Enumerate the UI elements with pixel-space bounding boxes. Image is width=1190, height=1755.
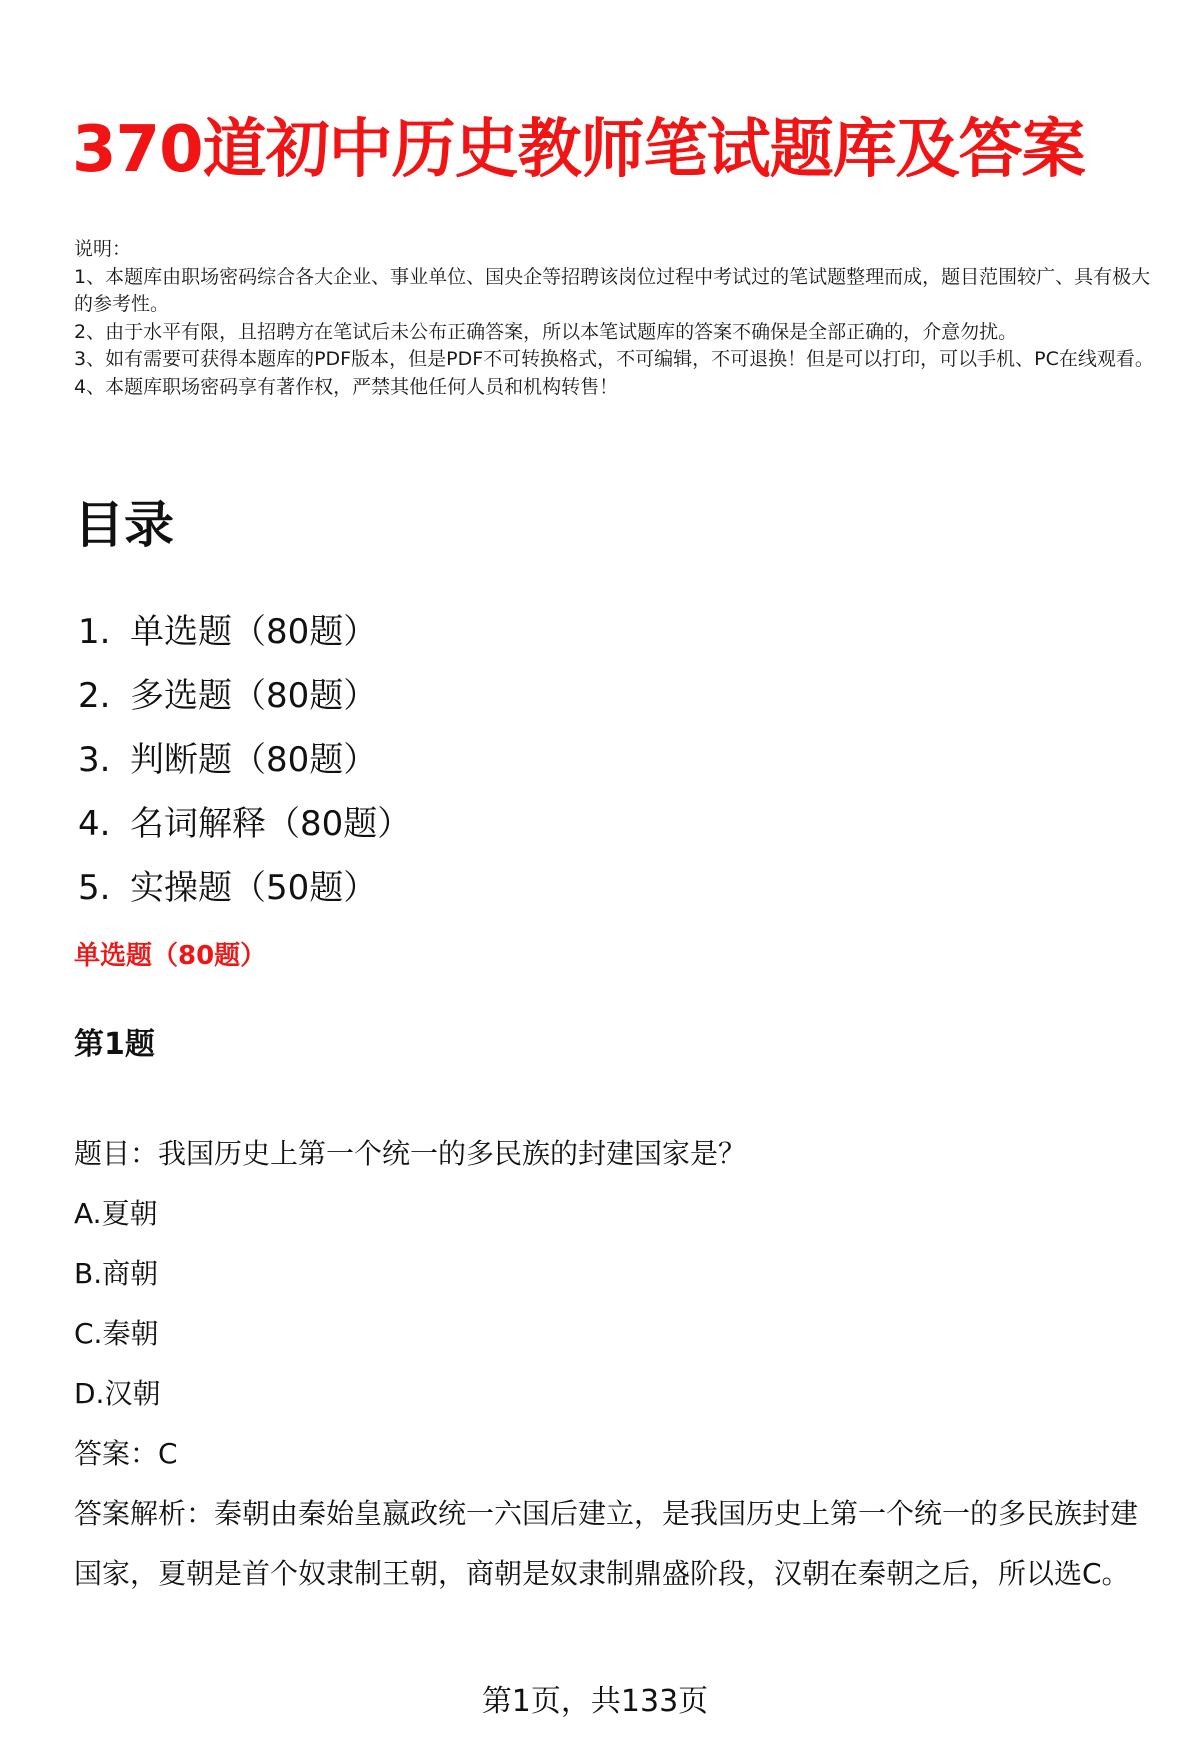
toc-item-number: 5.	[78, 868, 111, 908]
question-body	[74, 1124, 1164, 1604]
question-option: D.汉朝	[74, 1377, 161, 1410]
question-option: B.商朝	[74, 1257, 159, 1290]
table-of-contents	[78, 600, 411, 920]
toc-item-number: 1.	[78, 612, 111, 652]
toc-item[interactable]	[78, 664, 411, 728]
question-option: A.夏朝	[74, 1197, 158, 1230]
toc-item-label: 名词解释（80题）	[130, 804, 412, 844]
toc-item[interactable]	[78, 600, 411, 664]
page-footer: 第1页，共133页	[481, 1684, 709, 1719]
toc-item[interactable]	[78, 728, 411, 792]
question-option: C.秦朝	[74, 1317, 159, 1350]
toc-heading: 目录	[74, 496, 174, 554]
note-item: 3、如有需要可获得本题库的PDF版本，但是PDF不可转换格式，不可编辑，不可退换！但是可以打印，可以手机、PC在线观看。	[74, 348, 1154, 370]
toc-item-number: 2.	[78, 676, 111, 716]
note-item: 2、由于水平有限，且招聘方在笔试后未公布正确答案，所以本笔试题库的答案不确保是全部正确的，介意勿扰。	[74, 320, 1018, 343]
toc-item[interactable]	[78, 792, 411, 856]
toc-item-label: 判断题（80题）	[130, 740, 378, 780]
toc-item-number: 4.	[78, 804, 111, 844]
toc-item-label: 实操题（50题）	[130, 868, 378, 908]
notes-label: 说明：	[74, 238, 132, 260]
section-title: 单选题（80题）	[74, 941, 267, 971]
toc-item-label: 多选题（80题）	[130, 676, 378, 716]
question-heading: 第1题	[74, 1027, 155, 1062]
toc-item-label: 单选题（80题）	[130, 612, 378, 652]
document-title: 370道初中历史教师笔试题库及答案	[72, 113, 1085, 187]
note-item: 1、本题库由职场密码综合各大企业、事业单位、国央企等招聘该岗位过程中考试过的笔试题整理而成，题目范围较广、具有极大的参考性。	[74, 265, 1151, 315]
note-item: 4、本题库职场密码享有著作权，严禁其他任何人员和机构转售！	[74, 375, 619, 398]
question-answer: 答案：C	[74, 1437, 178, 1470]
question-explanation: 答案解析：秦朝由秦始皇嬴政统一六国后建立，是我国历史上第一个统一的多民族封建国家，夏朝是首个奴隶制王朝，商朝是奴隶制鼎盛阶段，汉朝在秦朝之后，所以选C。	[74, 1497, 1139, 1590]
toc-item[interactable]	[78, 856, 411, 920]
toc-item-number: 3.	[78, 740, 111, 780]
notes-block	[74, 236, 1154, 401]
question-prompt: 题目：我国历史上第一个统一的多民族的封建国家是？	[74, 1137, 747, 1170]
